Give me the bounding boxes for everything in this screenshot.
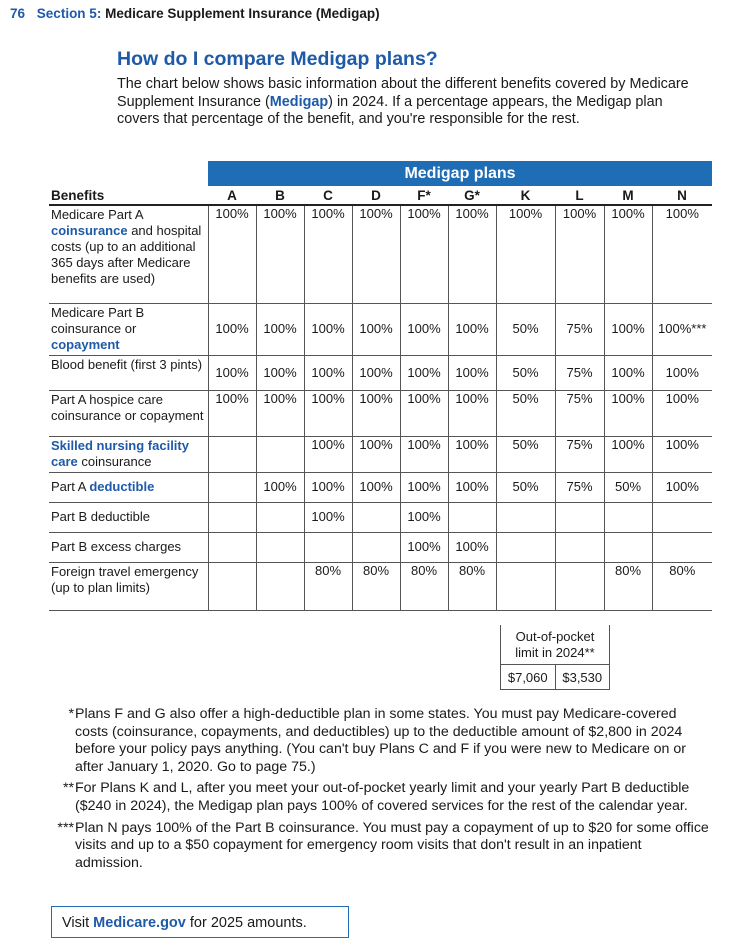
coverage-value: 100% [208, 390, 256, 436]
coverage-value [256, 532, 304, 562]
coverage-value: 75% [555, 436, 604, 472]
benefit-label [49, 472, 208, 502]
coverage-value: 100% [208, 303, 256, 355]
coverage-value: 100% [208, 205, 256, 303]
footnote-text: For Plans K and L, after you meet your out-of-pocket yearly limit and your yearly Part B deductible ($240 in 2024), the Medigap plan pays 100% of covered services for the rest of the calendar year. [75, 780, 690, 814]
coverage-value [208, 562, 256, 610]
banner-spacer [49, 161, 208, 186]
coverage-value: 50% [496, 390, 555, 436]
plan-header: M [604, 186, 652, 205]
coverage-value: 100% [304, 355, 352, 390]
coverage-value: 100% [555, 205, 604, 303]
medigap-plans-banner: Medigap plans [208, 161, 712, 186]
coverage-value [652, 532, 712, 562]
coverage-value: 100% [400, 502, 448, 532]
coverage-value [352, 532, 400, 562]
benefit-label [49, 502, 208, 532]
benefit-text: and hospital costs (up to an additional 365 days after Medicare benefits are used) [51, 223, 202, 286]
coverage-value: 100% [400, 355, 448, 390]
plan-header: C [304, 186, 352, 205]
coverage-value: 75% [555, 472, 604, 502]
coverage-value: 100% [496, 205, 555, 303]
plan-header: A [208, 186, 256, 205]
coverage-value: 100% [448, 355, 496, 390]
coverage-value: 80% [604, 562, 652, 610]
coverage-value: 100% [256, 205, 304, 303]
glossary-link[interactable]: copayment [51, 336, 120, 352]
running-header [10, 6, 380, 21]
table-row [49, 355, 712, 390]
benefit-text: Part A [51, 478, 90, 494]
footnote-text: Plan N pays 100% of the Part B coinsurance. You must pay a copayment of up to $20 for some office visits and up to a $50 copayment for emergency room visits that don't result in an inpatient admission. [75, 819, 709, 871]
glossary-link[interactable]: Skilled nursing facility care [51, 437, 189, 469]
coverage-value: 100% [352, 390, 400, 436]
coverage-value: 100% [400, 205, 448, 303]
benefit-label [49, 355, 208, 390]
footnotes [55, 706, 710, 876]
coverage-value: 100% [352, 436, 400, 472]
coverage-value: 100% [352, 472, 400, 502]
coverage-value: 100% [400, 532, 448, 562]
coverage-value [555, 532, 604, 562]
table-row [49, 436, 712, 472]
benefit-label [49, 205, 208, 303]
coverage-value: 100% [652, 472, 712, 502]
coverage-value: 50% [604, 472, 652, 502]
coverage-value: 100% [652, 390, 712, 436]
plan-header: F* [400, 186, 448, 205]
benefit-text: Part B excess charges [51, 538, 182, 554]
plan-header: N [652, 186, 712, 205]
coverage-value [256, 562, 304, 610]
benefit-text: coinsurance [77, 453, 152, 469]
medigap-comparison-table [49, 161, 712, 611]
benefit-text: Foreign travel emergency (up to plan limits) [51, 563, 199, 595]
table-row [49, 562, 712, 610]
table-row [49, 502, 712, 532]
coverage-value: 100% [400, 436, 448, 472]
coverage-value [496, 532, 555, 562]
coverage-value [604, 532, 652, 562]
plan-header: K [496, 186, 555, 205]
table-row [49, 390, 712, 436]
coverage-value: 100% [256, 472, 304, 502]
coverage-value: 100% [448, 532, 496, 562]
coverage-value: 80% [652, 562, 712, 610]
table-row [49, 205, 712, 303]
footnote-marker: ** [62, 780, 74, 797]
benefit-label [49, 436, 208, 472]
coverage-value: 100% [256, 390, 304, 436]
coverage-value [496, 562, 555, 610]
out-of-pocket-label: Out-of-pocket limit in 2024** [501, 625, 609, 665]
intro-paragraph [117, 76, 707, 129]
benefit-text: Part B deductible [51, 508, 151, 524]
coverage-value: 100% [652, 355, 712, 390]
coverage-value: 100% [304, 502, 352, 532]
coverage-value: 50% [496, 355, 555, 390]
coverage-value: 75% [555, 390, 604, 436]
glossary-link[interactable]: deductible [89, 478, 155, 494]
coverage-value: 50% [496, 436, 555, 472]
coverage-value: 100% [448, 390, 496, 436]
coverage-value [352, 502, 400, 532]
footnote [55, 820, 710, 873]
coverage-value: 100% [304, 390, 352, 436]
visit-prefix: Visit [62, 915, 94, 931]
coverage-value: 100% [400, 472, 448, 502]
benefit-label [49, 562, 208, 610]
coverage-value: 100% [604, 390, 652, 436]
coverage-value [604, 502, 652, 532]
coverage-value: 100% [304, 436, 352, 472]
coverage-value [256, 502, 304, 532]
coverage-value: 50% [496, 472, 555, 502]
benefit-label [49, 303, 208, 355]
coverage-value [496, 502, 555, 532]
plan-k-oop-value: $7,060 [501, 665, 556, 689]
coverage-value [208, 532, 256, 562]
coverage-value: 80% [400, 562, 448, 610]
footnote [55, 780, 710, 815]
coverage-value: 100% [304, 472, 352, 502]
plan-header: L [555, 186, 604, 205]
coverage-value: 80% [448, 562, 496, 610]
plan-header: G* [448, 186, 496, 205]
coverage-value: 100% [208, 355, 256, 390]
section-label: Section 5: [36, 6, 102, 21]
page-number: 76 [10, 6, 26, 21]
footnote-marker: * [68, 706, 74, 722]
coverage-value: 100% [400, 303, 448, 355]
plan-header: B [256, 186, 304, 205]
coverage-value: 75% [555, 303, 604, 355]
coverage-value: 100% [448, 436, 496, 472]
coverage-value: 100% [400, 390, 448, 436]
coverage-value: 80% [352, 562, 400, 610]
coverage-value [304, 532, 352, 562]
coverage-value [208, 502, 256, 532]
coverage-value [256, 436, 304, 472]
benefit-text: Medicare Part B coinsurance or [51, 304, 145, 336]
coverage-value [555, 502, 604, 532]
benefits-header: Benefits [49, 186, 208, 205]
page-title: How do I compare Medigap plans? [117, 48, 438, 70]
coverage-value: 100% [304, 303, 352, 355]
visit-suffix: for 2025 amounts. [185, 915, 307, 931]
benefit-label [49, 532, 208, 562]
coverage-value [448, 502, 496, 532]
visit-callout [51, 906, 349, 938]
benefit-label [49, 390, 208, 436]
coverage-value: 100% [256, 355, 304, 390]
footnote [55, 706, 710, 776]
coverage-value: 100% [604, 436, 652, 472]
footnote-text: Plans F and G also offer a high-deductible plan in some states. You must pay Medicare-covered costs (coinsurance, copayments, and deductibles) up to the deductible amount of $2,800 in 2024 before your policy pays anything. (You can't buy Plans C and F if you were new to Medicare on or after January 1, 2020. Go to page 75.) [75, 706, 687, 775]
medicare-gov-link[interactable]: Medicare.gov [93, 915, 186, 931]
coverage-value [555, 562, 604, 610]
intro-text-2: ) in 2024. If a percentage appears, the Medigap plan covers that percentage of the benefit, and you're responsible for the rest. [117, 93, 663, 128]
coverage-value: 100% [652, 205, 712, 303]
coverage-value: 75% [555, 355, 604, 390]
coverage-value: 100% [256, 303, 304, 355]
coverage-value: 100% [604, 205, 652, 303]
coverage-value [652, 502, 712, 532]
out-of-pocket-box [500, 625, 610, 690]
coverage-value: 80% [304, 562, 352, 610]
coverage-value: 100% [352, 355, 400, 390]
glossary-link[interactable]: coinsurance [51, 223, 128, 238]
coverage-value: 100% [652, 436, 712, 472]
table-row [49, 532, 712, 562]
coverage-value: 100%*** [652, 303, 712, 355]
plan-header: D [352, 186, 400, 205]
intro-text-1: The chart below shows basic information about the different benefits covered by Medicare Supplement Insurance ( [117, 76, 689, 110]
section-title: Medicare Supplement Insurance (Medigap) [105, 6, 380, 21]
table-row [49, 472, 712, 502]
coverage-value: 100% [352, 205, 400, 303]
coverage-value: 100% [448, 205, 496, 303]
coverage-value: 100% [604, 355, 652, 390]
footnote-marker: *** [57, 819, 74, 836]
coverage-value: 50% [496, 303, 555, 355]
benefit-text: Medicare Part A [51, 207, 143, 222]
plan-l-oop-value: $3,530 [562, 670, 603, 685]
table-row [49, 303, 712, 355]
benefit-text: Part A hospice care coinsurance or copayment [51, 391, 204, 423]
coverage-value: 100% [448, 303, 496, 355]
coverage-value [208, 436, 256, 472]
benefit-text: Blood benefit (first 3 pints) [51, 356, 203, 372]
medigap-link[interactable]: Medigap [269, 93, 329, 110]
coverage-value: 100% [304, 205, 352, 303]
coverage-value: 100% [448, 472, 496, 502]
coverage-value: 100% [604, 303, 652, 355]
coverage-value [208, 472, 256, 502]
coverage-value: 100% [352, 303, 400, 355]
